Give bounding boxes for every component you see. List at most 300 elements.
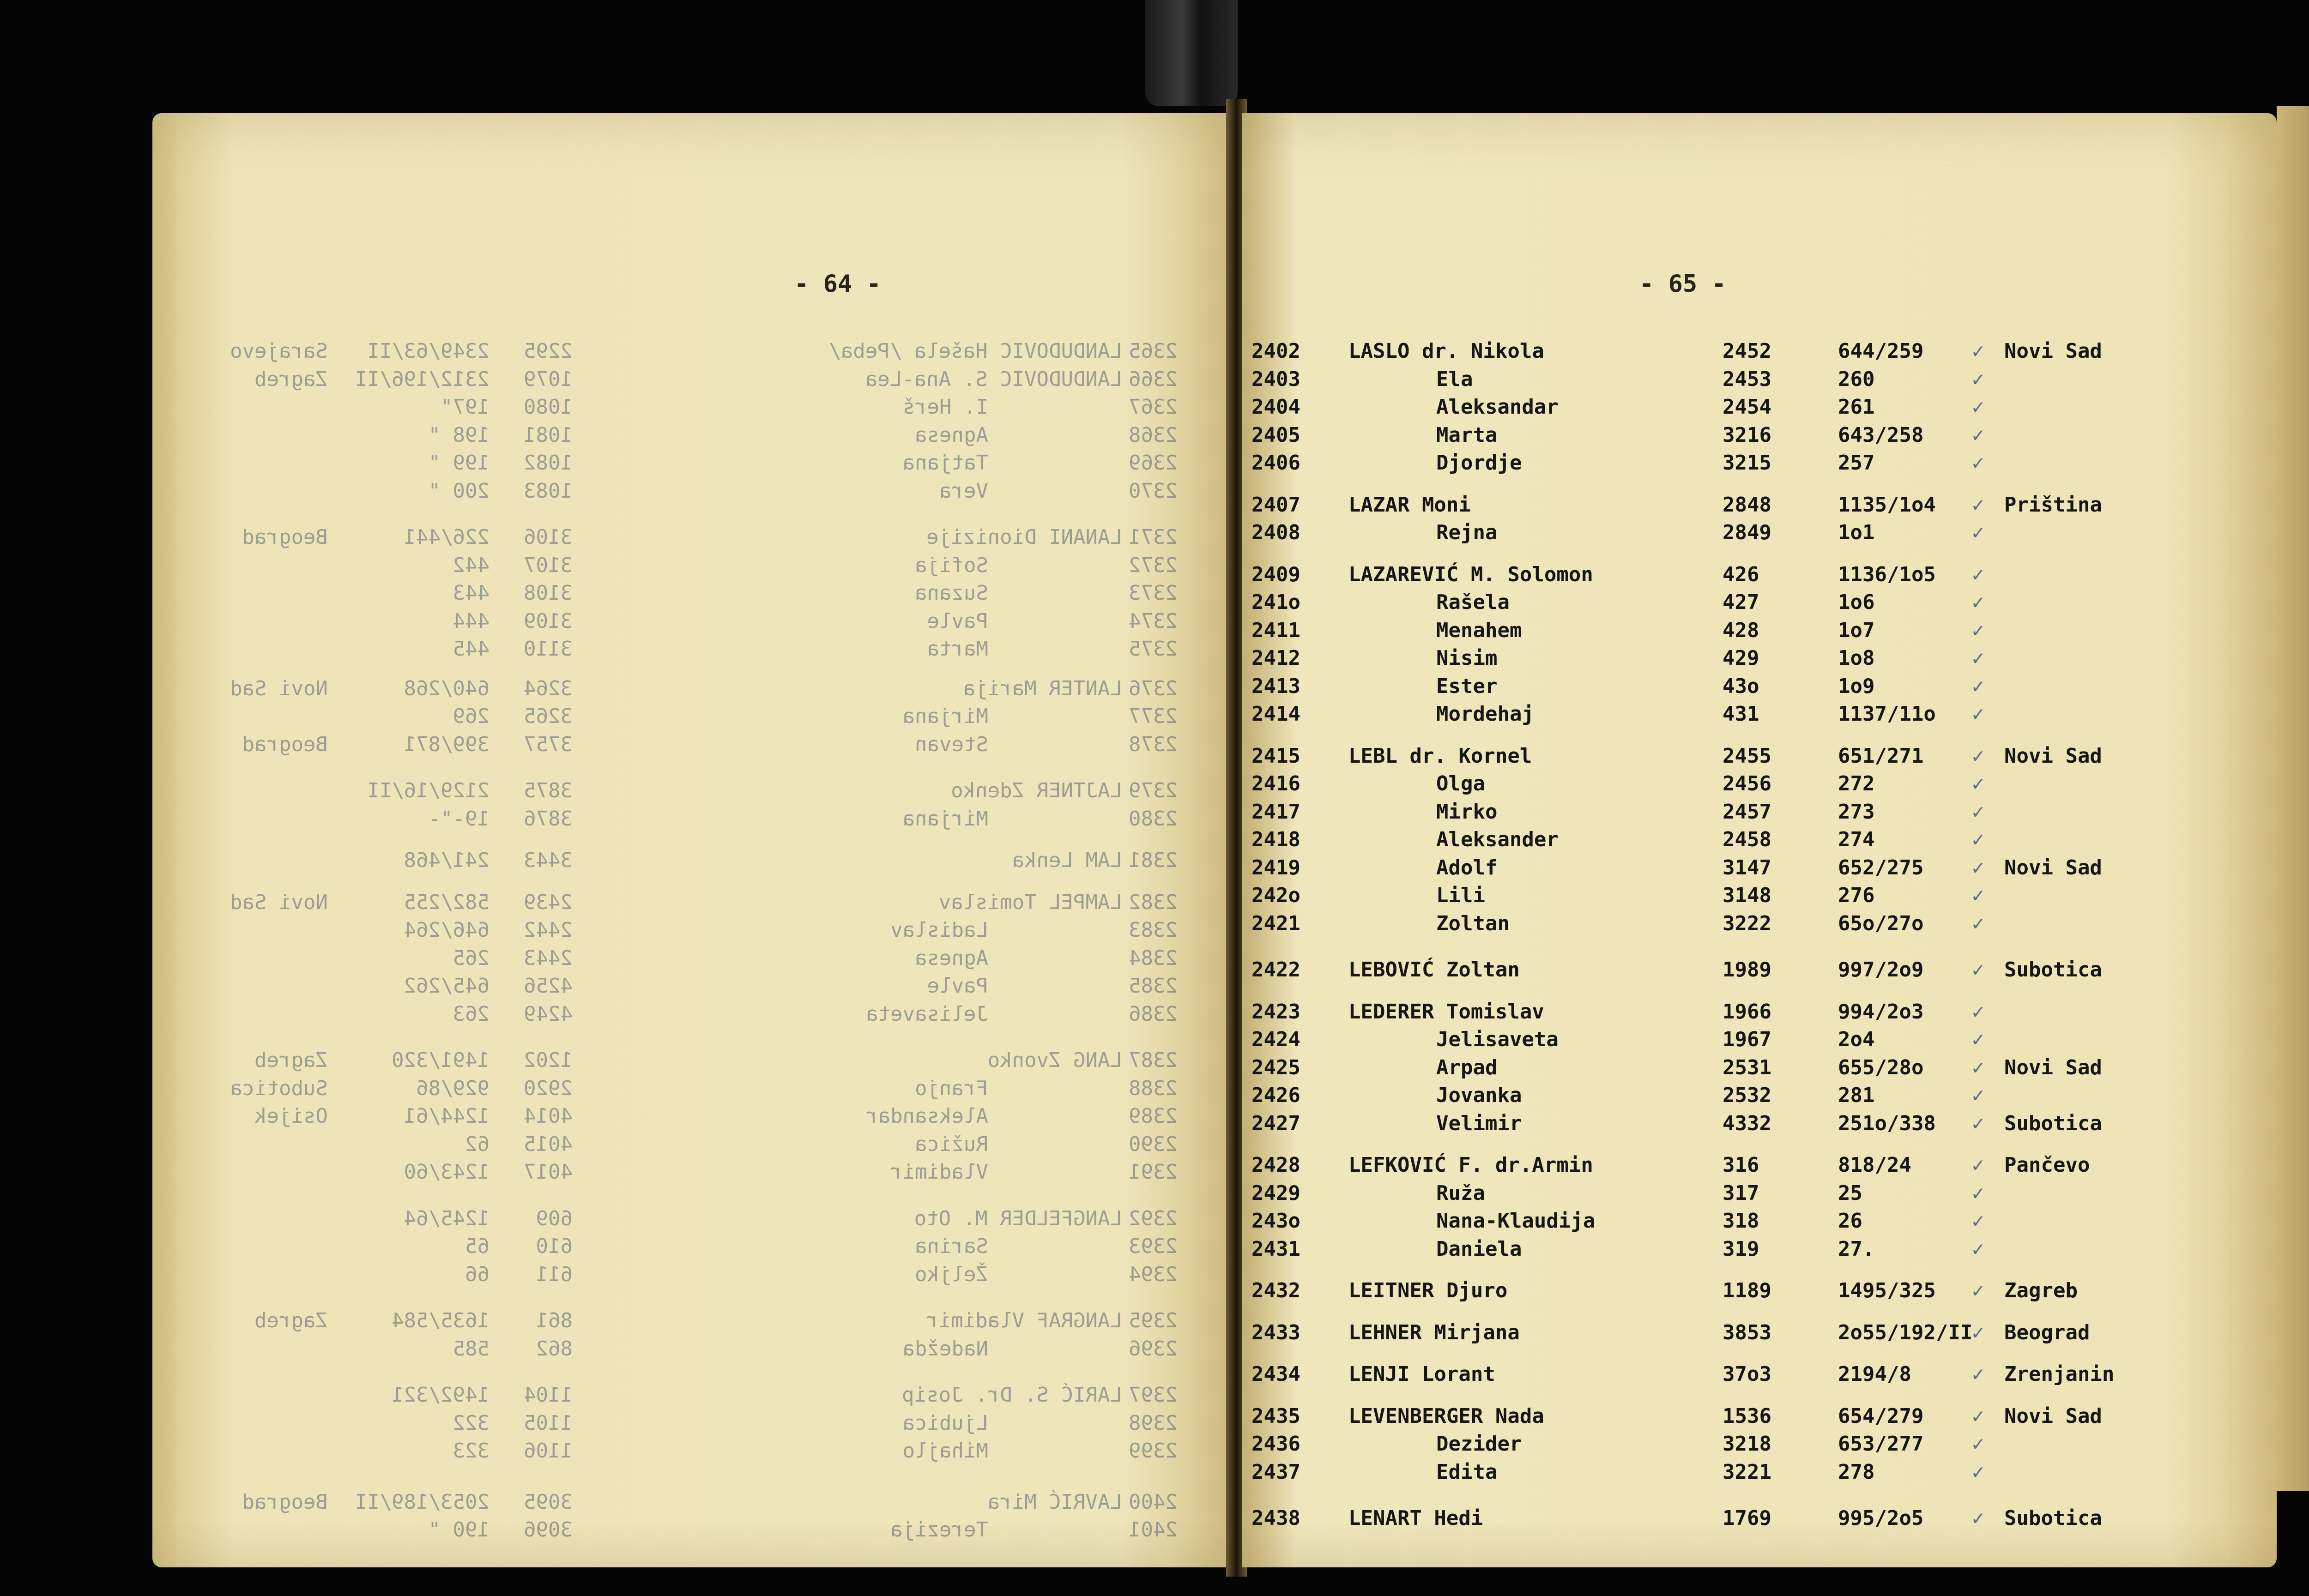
record-number: 319 — [1723, 1237, 1759, 1261]
person-name: LANTER Marija — [963, 676, 1122, 700]
reference-code: 274 — [1838, 828, 1875, 851]
person-name: Rašela — [1436, 590, 1510, 614]
table-row — [1242, 1460, 2277, 1488]
entry-number: 2419 — [1251, 855, 1300, 879]
entry-number: 2406 — [1251, 451, 1300, 475]
entry-number: 2372 — [1129, 553, 1178, 577]
city-name: Novi Sad — [2004, 744, 2102, 768]
reference-code: 272 — [1838, 772, 1875, 795]
entry-number: 2393 — [1129, 1235, 1178, 1258]
table-row — [1242, 493, 2277, 521]
record-number: 1189 — [1723, 1279, 1771, 1302]
reference-code: 2053/189/II — [355, 1490, 490, 1514]
reference-code: 582/255 — [404, 890, 490, 914]
record-number: 3265 — [524, 705, 573, 728]
record-number: 2439 — [524, 890, 573, 914]
reference-code: 644/259 — [1838, 339, 1924, 363]
entry-number: 243o — [1251, 1209, 1300, 1233]
person-name: Nana-Klaudija — [1436, 1209, 1596, 1233]
reference-code: 2349/63/II — [367, 339, 490, 363]
person-name: Adolf — [1436, 855, 1498, 879]
person-name: Aleksander — [1436, 828, 1559, 851]
person-name: Tatjana — [902, 451, 988, 475]
record-number: 2849 — [1723, 521, 1771, 544]
table-row — [152, 451, 1228, 479]
reference-code: 1492/321 — [392, 1383, 490, 1407]
reference-code: 1495/325 — [1838, 1279, 1936, 1302]
table-row — [1242, 1209, 2277, 1237]
reference-code: 65o/27o — [1838, 911, 1924, 935]
entry-number: 241o — [1251, 590, 1300, 614]
table-row — [152, 1337, 1228, 1365]
record-number: 2531 — [1723, 1055, 1771, 1079]
entry-number: 2389 — [1129, 1104, 1178, 1128]
person-name: LEDERER Tomislav — [1348, 1000, 1544, 1024]
person-name: Franjo — [915, 1076, 988, 1100]
check-mark-icon: ✓ — [1972, 1362, 1984, 1386]
person-name: Djordje — [1436, 451, 1522, 475]
table-row — [1242, 590, 2277, 618]
reference-code: 281 — [1838, 1084, 1875, 1107]
reference-code: 1244/61 — [404, 1104, 490, 1128]
reference-code: 197" — [441, 395, 490, 419]
table-row — [152, 637, 1228, 665]
table-row — [1242, 1321, 2277, 1349]
check-mark-icon: ✓ — [1972, 646, 1984, 670]
reference-code: 645/262 — [404, 974, 490, 998]
person-name: LAJTNER Zdenko — [951, 779, 1122, 802]
person-name: Zoltan — [1436, 911, 1510, 935]
left-page-number: - 64 - — [794, 270, 881, 298]
record-number: 2295 — [524, 339, 573, 363]
table-row — [1242, 1362, 2277, 1390]
entry-number: 2412 — [1251, 646, 1300, 670]
record-number: 317 — [1723, 1181, 1759, 1205]
person-name: Olga — [1436, 772, 1485, 795]
right-page — [1242, 113, 2277, 1567]
city-name: Beograd — [242, 732, 328, 756]
person-name: LANDUDOVIC Hašela /Peba/ — [828, 339, 1122, 363]
person-name: Marta — [927, 637, 988, 661]
record-number: 429 — [1723, 646, 1759, 670]
person-name: Edita — [1436, 1460, 1498, 1484]
reference-code: 997/2o9 — [1838, 958, 1924, 982]
person-name: LANDUDOVIC S. Ana-Lea — [865, 367, 1122, 391]
city-name: Beograd — [2004, 1320, 2090, 1344]
entry-number: 2417 — [1251, 800, 1300, 824]
entry-number: 2398 — [1129, 1411, 1178, 1435]
reference-code: 2194/8 — [1838, 1362, 1911, 1386]
check-mark-icon: ✓ — [1972, 800, 1984, 824]
city-name: Pančevo — [2004, 1153, 2090, 1177]
table-row — [1242, 912, 2277, 940]
person-name: LENJI Lorant — [1348, 1362, 1495, 1386]
entry-number: 2374 — [1129, 609, 1178, 633]
reference-code: 2o4 — [1838, 1028, 1875, 1051]
entry-number: 2367 — [1129, 395, 1178, 419]
city-name: Novi Sad — [2004, 1404, 2102, 1428]
entry-number: 2411 — [1251, 618, 1300, 642]
record-number: 3110 — [524, 637, 573, 661]
record-number: 2457 — [1723, 800, 1771, 824]
entry-number: 2385 — [1129, 974, 1178, 998]
check-mark-icon: ✓ — [1972, 1237, 1984, 1261]
record-number: 428 — [1723, 618, 1759, 642]
person-name: Lili — [1436, 884, 1485, 907]
entry-number: 2392 — [1129, 1206, 1178, 1230]
table-row — [152, 1411, 1228, 1439]
person-name: I. Herš — [902, 395, 988, 419]
record-number: 3095 — [524, 1490, 573, 1514]
entry-number: 2382 — [1129, 890, 1178, 914]
table-row — [1242, 1084, 2277, 1111]
table-row — [152, 891, 1228, 918]
table-row — [1242, 675, 2277, 702]
reference-code: 1135/1o4 — [1838, 493, 1936, 517]
check-mark-icon: ✓ — [1972, 1111, 1984, 1135]
reference-code: 62 — [465, 1132, 490, 1156]
entry-number: 2390 — [1129, 1132, 1178, 1156]
entry-number: 2368 — [1129, 423, 1178, 447]
city-name: Zagreb — [254, 1309, 328, 1332]
city-name: Subotica — [230, 1076, 328, 1100]
table-row — [152, 1132, 1228, 1160]
record-number: 3264 — [524, 676, 573, 700]
entry-number: 2422 — [1251, 958, 1300, 982]
table-row — [1242, 958, 2277, 986]
reference-code: 198 " — [428, 423, 490, 447]
city-name: Novi Sad — [2004, 1055, 2102, 1079]
page-stack-edge — [2277, 106, 2309, 1491]
entry-number: 2366 — [1129, 367, 1178, 391]
city-name: Osijek — [254, 1104, 328, 1128]
entry-number: 2391 — [1129, 1160, 1178, 1184]
record-number: 3757 — [524, 732, 573, 756]
entry-number: 2396 — [1129, 1337, 1178, 1361]
check-mark-icon: ✓ — [1972, 911, 1984, 935]
reference-code: 652/275 — [1838, 855, 1924, 879]
person-name: Sarina — [915, 1235, 988, 1258]
reference-code: 1245/64 — [404, 1206, 490, 1230]
entry-number: 2421 — [1251, 911, 1300, 935]
check-mark-icon: ✓ — [1972, 562, 1984, 586]
record-number: 37o3 — [1723, 1362, 1771, 1386]
reference-code: 655/28o — [1838, 1055, 1924, 1079]
person-name: Agnesa — [915, 423, 988, 447]
city-name: Zagreb — [254, 367, 328, 391]
record-number: 426 — [1723, 562, 1759, 586]
record-number: 2456 — [1723, 772, 1771, 795]
entry-number: 2434 — [1251, 1362, 1300, 1386]
entry-number: 2435 — [1251, 1404, 1300, 1428]
check-mark-icon: ✓ — [1972, 674, 1984, 698]
reference-code: 443 — [453, 581, 490, 605]
record-number: 4015 — [524, 1132, 573, 1156]
person-name: LEFKOVIĆ F. dr.Armin — [1348, 1153, 1593, 1177]
record-number: 1536 — [1723, 1404, 1771, 1428]
person-name: Mordehaj — [1436, 702, 1534, 726]
person-name: Mirjana — [902, 807, 988, 831]
table-row — [152, 1235, 1228, 1262]
person-name: Jelisaveta — [1436, 1028, 1559, 1051]
reference-code: 1o8 — [1838, 646, 1875, 670]
table-row — [152, 807, 1228, 835]
record-number: 2920 — [524, 1076, 573, 1100]
table-row — [152, 479, 1228, 507]
person-name: Željko — [915, 1262, 988, 1286]
record-number: 1202 — [524, 1048, 573, 1072]
person-name: Dezider — [1436, 1432, 1522, 1456]
person-name: Ruža — [1436, 1181, 1485, 1205]
reference-code: 995/2o5 — [1838, 1506, 1924, 1530]
person-name: Nadežda — [902, 1337, 988, 1361]
table-row — [1242, 1056, 2277, 1084]
person-name: Ladislav — [890, 918, 988, 942]
record-number: 3107 — [524, 553, 573, 577]
person-name: LEBOVIĆ Zoltan — [1348, 958, 1520, 982]
person-name: Menahem — [1436, 618, 1522, 642]
entry-number: 242o — [1251, 884, 1300, 907]
record-number: 2442 — [524, 918, 573, 942]
record-number: 3108 — [524, 581, 573, 605]
person-name: Pavle — [927, 974, 988, 998]
entry-number: 2438 — [1251, 1506, 1300, 1530]
table-row — [1242, 521, 2277, 548]
reference-code: 1o7 — [1838, 618, 1875, 642]
reference-code: 1491/320 — [392, 1048, 490, 1072]
city-name: Novi Sad — [2004, 339, 2102, 363]
record-number: 3222 — [1723, 911, 1771, 935]
check-mark-icon: ✓ — [1972, 618, 1984, 642]
check-mark-icon: ✓ — [1972, 1209, 1984, 1233]
record-number: 861 — [536, 1309, 573, 1332]
person-name: Vladimir — [890, 1160, 988, 1184]
city-name: Novi Sad — [230, 890, 328, 914]
table-row — [1242, 563, 2277, 590]
record-number: 316 — [1723, 1153, 1759, 1177]
reference-code: 1635/584 — [392, 1309, 490, 1332]
city-name: Zagreb — [254, 1048, 328, 1072]
entry-number: 2380 — [1129, 807, 1178, 831]
table-row — [152, 705, 1228, 732]
record-number: 1080 — [524, 395, 573, 419]
person-name: Arpad — [1436, 1055, 1498, 1079]
person-name: Nisim — [1436, 646, 1498, 670]
person-name: Mirko — [1436, 800, 1498, 824]
reference-code: 199 " — [428, 451, 490, 475]
entry-number: 2373 — [1129, 581, 1178, 605]
table-row — [152, 1207, 1228, 1235]
record-number: 3148 — [1723, 884, 1771, 907]
table-row — [1242, 884, 2277, 911]
entry-number: 2401 — [1129, 1518, 1178, 1542]
record-number: 1081 — [524, 423, 573, 447]
table-row — [152, 779, 1228, 807]
record-number: 431 — [1723, 702, 1759, 726]
check-mark-icon: ✓ — [1972, 423, 1984, 447]
table-row — [1242, 828, 2277, 855]
reference-code: 276 — [1838, 884, 1875, 907]
reference-code: 65 — [465, 1235, 490, 1258]
binder-clip — [1145, 0, 1238, 106]
person-name: Ružica — [915, 1132, 988, 1156]
reference-code: 278 — [1838, 1460, 1875, 1484]
person-name: Velimir — [1436, 1111, 1522, 1135]
record-number: 1966 — [1723, 1000, 1771, 1024]
person-name: Marta — [1436, 423, 1498, 447]
reference-code: 322 — [453, 1411, 490, 1435]
check-mark-icon: ✓ — [1972, 744, 1984, 768]
table-row — [152, 1383, 1228, 1411]
entry-number: 2397 — [1129, 1383, 1178, 1407]
entry-number: 2436 — [1251, 1432, 1300, 1456]
reference-code: 1o6 — [1838, 590, 1875, 614]
check-mark-icon: ✓ — [1972, 1460, 1984, 1484]
record-number: 2455 — [1723, 744, 1771, 768]
table-row — [152, 1439, 1228, 1467]
check-mark-icon: ✓ — [1972, 590, 1984, 614]
record-number: 3875 — [524, 779, 573, 802]
reference-code: 273 — [1838, 800, 1875, 824]
entry-number: 2429 — [1251, 1181, 1300, 1205]
table-row — [152, 733, 1228, 760]
table-row — [152, 1309, 1228, 1337]
reference-code: 1136/1o5 — [1838, 562, 1936, 586]
record-number: 3218 — [1723, 1432, 1771, 1456]
entry-number: 2383 — [1129, 918, 1178, 942]
person-name: LANANI Dionizije — [926, 525, 1122, 549]
table-row — [152, 1048, 1228, 1076]
reference-code: 640/268 — [404, 676, 490, 700]
city-name: Subotica — [2004, 1506, 2102, 1530]
person-name: Daniela — [1436, 1237, 1522, 1261]
entry-number: 2432 — [1251, 1279, 1300, 1302]
check-mark-icon: ✓ — [1972, 1084, 1984, 1107]
entry-number: 2405 — [1251, 423, 1300, 447]
person-name: LANG Zvonko — [987, 1048, 1122, 1072]
person-name: Sofija — [915, 553, 988, 577]
check-mark-icon: ✓ — [1972, 1153, 1984, 1177]
table-row — [152, 1518, 1228, 1546]
entry-number: 2416 — [1251, 772, 1300, 795]
entry-number: 2399 — [1129, 1439, 1178, 1463]
table-row — [1242, 619, 2277, 646]
entry-number: 2407 — [1251, 493, 1300, 517]
reference-code: 19-"- — [428, 807, 490, 831]
table-row — [1242, 423, 2277, 451]
person-name: LAZAREVIĆ M. Solomon — [1348, 562, 1593, 586]
entry-number: 2386 — [1129, 1002, 1178, 1026]
entry-number: 2369 — [1129, 451, 1178, 475]
record-number: 2452 — [1723, 339, 1771, 363]
record-number: 611 — [536, 1262, 573, 1286]
record-number: 4332 — [1723, 1111, 1771, 1135]
entry-number: 2424 — [1251, 1028, 1300, 1051]
table-row — [152, 1160, 1228, 1188]
table-row — [152, 395, 1228, 423]
table-row — [152, 609, 1228, 637]
check-mark-icon: ✓ — [1972, 828, 1984, 851]
person-name: Ester — [1436, 674, 1498, 698]
entry-number: 2379 — [1129, 779, 1178, 802]
record-number: 2443 — [524, 946, 573, 970]
entry-number: 2365 — [1129, 339, 1178, 363]
entry-number: 2371 — [1129, 525, 1178, 549]
table-row — [1242, 1181, 2277, 1209]
entry-number: 2418 — [1251, 828, 1300, 851]
record-number: 3443 — [524, 849, 573, 872]
entry-number: 2384 — [1129, 946, 1178, 970]
right-page-number: - 65 - — [1639, 270, 1726, 298]
city-name: Sarajevo — [230, 339, 328, 363]
table-row — [1242, 800, 2277, 828]
city-name: Subotica — [2004, 958, 2102, 982]
reference-code: 1137/11o — [1838, 702, 1936, 726]
check-mark-icon: ✓ — [1972, 1028, 1984, 1051]
person-name: Ela — [1436, 367, 1473, 391]
entry-number: 2433 — [1251, 1320, 1300, 1344]
reference-code: 646/264 — [404, 918, 490, 942]
check-mark-icon: ✓ — [1972, 958, 1984, 982]
reference-code: 643/258 — [1838, 423, 1924, 447]
table-row — [152, 918, 1228, 946]
check-mark-icon: ✓ — [1972, 1181, 1984, 1205]
table-row — [1242, 1506, 2277, 1534]
check-mark-icon: ✓ — [1972, 772, 1984, 795]
record-number: 3106 — [524, 525, 573, 549]
person-name: Jovanka — [1436, 1084, 1522, 1107]
reference-code: 323 — [453, 1439, 490, 1463]
check-mark-icon: ✓ — [1972, 339, 1984, 363]
record-number: 2453 — [1723, 367, 1771, 391]
person-name: Mirjana — [902, 705, 988, 728]
table-row — [152, 1002, 1228, 1030]
city-name: Zagreb — [2004, 1279, 2078, 1302]
reference-code: 2129/16/II — [367, 779, 490, 802]
table-row — [1242, 1153, 2277, 1181]
record-number: 3096 — [524, 1518, 573, 1542]
table-row — [1242, 339, 2277, 367]
check-mark-icon: ✓ — [1972, 493, 1984, 517]
table-row — [1242, 1028, 2277, 1055]
entry-number: 2375 — [1129, 637, 1178, 661]
table-row — [1242, 702, 2277, 730]
table-row — [1242, 856, 2277, 884]
reference-code: 265 — [453, 946, 490, 970]
entry-number: 2427 — [1251, 1111, 1300, 1135]
check-mark-icon: ✓ — [1972, 1320, 1984, 1344]
table-row — [152, 946, 1228, 974]
table-row — [152, 974, 1228, 1002]
person-name: Aleksandar — [1436, 395, 1559, 419]
reference-code: 445 — [453, 637, 490, 661]
check-mark-icon: ✓ — [1972, 702, 1984, 726]
record-number: 3853 — [1723, 1320, 1771, 1344]
check-mark-icon: ✓ — [1972, 367, 1984, 391]
record-number: 1083 — [524, 479, 573, 503]
table-row — [152, 581, 1228, 609]
person-name: Terezija — [890, 1518, 988, 1542]
record-number: 3221 — [1723, 1460, 1771, 1484]
person-name: Vera — [939, 479, 988, 503]
entry-number: 2408 — [1251, 521, 1300, 544]
check-mark-icon: ✓ — [1972, 1055, 1984, 1079]
record-number: 1967 — [1723, 1028, 1771, 1051]
record-number: 3215 — [1723, 451, 1771, 475]
table-row — [152, 1077, 1228, 1104]
reference-code: 260 — [1838, 367, 1875, 391]
entry-number: 2388 — [1129, 1076, 1178, 1100]
